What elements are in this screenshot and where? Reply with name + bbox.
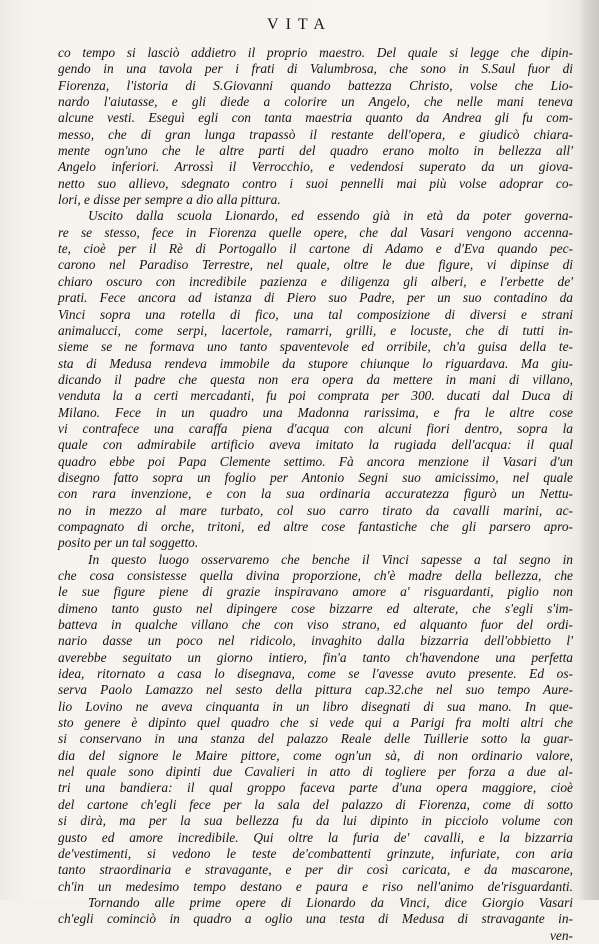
text-line: venduta la a certi mercadanti, fu poi comprata per 300. ducati dal Duca di: [58, 388, 573, 404]
text-line: sta di Medusa rendeva immobile da stupore chiunque lo riguardava. Ma giu-: [58, 355, 573, 371]
text-line: de'vestimenti, si vedono le teste de'combattenti grinzute, infuriate, con aria: [58, 845, 573, 861]
text-line: compagnato di orche, tritoni, ed altre cose fantastiche che gli parsero apro-: [58, 518, 573, 534]
text-line: messo, che di gran lunga trapassò il restante dell'opera, e giudicò chiara-: [58, 126, 573, 142]
text-line: co tempo si lasciò addietro il proprio maestro. Del quale si legge che dipin-: [58, 45, 573, 60]
text-line: mente ogn'uno che le altre parti del quadro erano molto in bellezza all': [58, 143, 573, 159]
text-line: carono nel Paradiso Terrestre, nel quale, oltre le due figure, vi dipinse di: [58, 257, 573, 273]
text-line: dia del signore le Maire pittore, come ogn'un sà, di non ordinario valore,: [58, 747, 573, 763]
text-line: tri una bandiera: il qual groppo faceva parte d'una opera maggiore, cioè: [58, 780, 573, 796]
text-line: re se stesso, fece in Fiorenza quelle opere, che dal Vasari vengono accenna-: [58, 224, 573, 240]
text-line: Milano. Fece in un quadro una Madonna rarissima, e fra le altre cose: [58, 404, 573, 420]
text-line: nel quale sono dipinti due Cavalieri in atto di togliere per forza a due al-: [58, 764, 573, 780]
text-line: gendo in una tavola per i frati di Valumbrosa, che sono in S.Saul fuor di: [58, 61, 573, 77]
text-line: sto genere è dipinto quel quadro che si vede qui a Parigi fra molti altri che: [58, 715, 573, 731]
text-line: chiaro oscuro con incredibile pazienza e diligenza gli alberi, e l'erbette de': [58, 273, 573, 289]
text-line: dicando il padre che questa non era opera da mettere in mani di villano,: [58, 371, 573, 387]
text-line: no in mezzo al mare turbato, col suo carro tirato da cavalli marini, ac-: [58, 502, 573, 518]
text-line: te, cioè per il Rè di Portogallo il cartone di Adamo e d'Eva quando pec-: [58, 241, 573, 257]
text-line: idea, ritornato a casa lo disegnava, come se l'avesse avuto presente. Ed os-: [58, 666, 573, 682]
text-line: In questo luogo osservaremo che benche il Vinci sapesse a tal segno in: [88, 551, 573, 567]
text-line: ch'in un medesimo tempo destano e paura e riso nell'animo de'risguardanti.: [58, 878, 573, 894]
text-line: quadro ebbe poi Papa Clemente settimo. Fà ancora menzione il Vasari d'un: [58, 453, 573, 469]
text-line: batteva in qualche villano che con viso strano, ed alquanto fuor del ordi-: [58, 617, 573, 633]
text-line: Uscito dalla scuola Lionardo, ed essendo già in età da poter governa-: [88, 208, 573, 224]
text-line: averebbe seguitato un giorno intiero, fin'a tanto ch'havendone una perfetta: [58, 649, 573, 665]
text-line: Fiorenza, l'istoria di S.Giovanni quando battezza Christo, volse che Lio-: [58, 77, 573, 93]
text-line: nario dasse un poco nel ridicolo, invaghito dalla bizzarria dell'obbietto l': [58, 633, 573, 649]
text-line: vi contrafece una caraffa piena d'acqua con alcuni fiori dentro, sopra la: [58, 420, 573, 436]
text-line: gusto ed amore incredibile. Qui oltre la furia de' cavalli, e la bizzarria: [58, 829, 573, 845]
text-line: dimeno tanto gusto nel dipingere cose bizzarre ed alterate, che s'egli s'im-: [58, 600, 573, 616]
text-line: con rara invenzione, e con la sua ordinaria accuratezza figurò un Nettu-: [58, 486, 573, 502]
text-line: lio Lovino ne aveva cinquanta in un libro disegnati di sua mano. In que-: [58, 698, 573, 714]
body-text: [58, 45, 573, 944]
text-line: lori, e disse per sempre a dio alla pittura.: [58, 192, 281, 208]
running-head: VITA: [267, 16, 332, 33]
text-line: che cosa consistesse quella divina proporzione, ch'è madre della bellezza, che: [58, 568, 573, 583]
text-line: serva Paolo Lamazzo nel sesto della pittura cap.32.che nel suo tempo Aure-: [58, 682, 573, 698]
text-line: Tornando alle prime opere di Lionardo da Vinci, dice Giorgio Vasari: [88, 894, 573, 910]
text-line: ven-: [549, 927, 573, 943]
text-line: quale con admirabile artificio aveva imitato la rugiada dell'acqua: il qual: [58, 437, 573, 453]
text-line: tanto straordinaria e stravagante, e per dir così caricata, e da mascarone,: [58, 862, 573, 878]
text-line: le sue figure piene di grazie inspiravano amore a' risguardanti, piglio non: [58, 584, 573, 600]
text-line: disegno fatto sopra un foglio per Antonio Segni suo amicissimo, nel quale: [58, 469, 573, 485]
text-line: ch'egli cominciò in quadro a oglio una testa di Medusa di stravagante in-: [58, 911, 573, 927]
text-line: netto suo allievo, sdegnato contro i suoi pennelli mai più volse adoprar co-: [58, 175, 573, 191]
text-line: si conservano in una stanza del palazzo Reale delle Tuillerie sotto la guar-: [58, 731, 573, 747]
text-line: prati. Fece ancora ad istanza di Piero suo Padre, per un suo contadino da: [58, 290, 573, 306]
text-line: si dirà, ma per la sua bellezza fu da lui dipinto in picciolo volume con: [58, 813, 573, 829]
text-line: nardo l'aiutasse, e gli diede a colorire un Angelo, che nelle mani teneva: [58, 94, 573, 110]
text-line: Vinci sopra una rotella di fico, una tal composizione di diversi e strani: [58, 306, 573, 322]
text-line: alcune vesti. Eseguì egli con tanta maestria quanto da Andrea gli fu com-: [58, 110, 573, 126]
text-line: Angelo inferiori. Arrossì il Verrocchio, e vedendosi superato da un giova-: [58, 159, 573, 175]
text-line: animalucci, come serpi, lacertole, ramarri, grilli, e locuste, che di tutti in-: [58, 322, 573, 338]
text-line: posito per un tal soggetto.: [58, 535, 199, 551]
text-line: sieme se ne formava uno tanto spaventevole ed orribile, ch'a guisa della te-: [58, 339, 573, 355]
text-line: del cartone ch'egli fece per la sala del palazzo di Fiorenza, come di sotto: [58, 796, 573, 812]
page-binding-edge: [577, 0, 599, 900]
